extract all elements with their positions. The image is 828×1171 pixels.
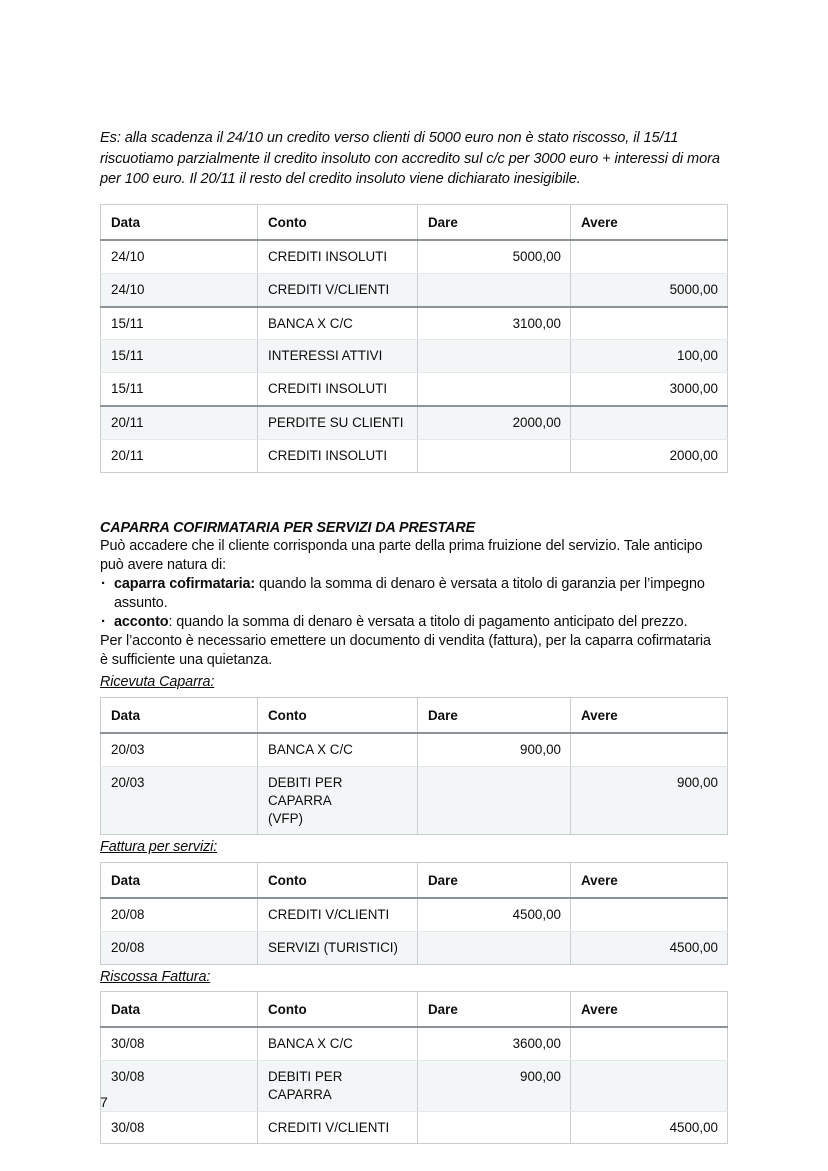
cell-data: 30/08: [101, 1060, 258, 1111]
cell-conto: CREDITI INSOLUTI: [258, 439, 418, 472]
column-header-avere: Avere: [571, 698, 728, 733]
cell-dare: [418, 439, 571, 472]
cell-data: 30/08: [101, 1111, 258, 1144]
caption-fattura-per-servizi: Fattura per servizi:: [100, 839, 218, 856]
table-row: [101, 373, 728, 406]
table-row: [101, 1111, 728, 1144]
cell-conto: DEBITI PER CAPARRA: [258, 1060, 418, 1111]
journal-table-riscossa-fattura: [100, 991, 728, 1144]
cell-avere: [571, 733, 728, 766]
cell-dare: [418, 273, 571, 306]
cell-conto: DEBITI PER CAPARRA (VFP): [258, 766, 418, 834]
table-row: [101, 898, 728, 931]
cell-dare: [418, 931, 571, 964]
cell-data: 20/11: [101, 439, 258, 472]
column-header-data: Data: [101, 698, 258, 733]
cell-avere: 100,00: [571, 340, 728, 373]
cell-conto: BANCA X C/C: [258, 733, 418, 766]
cell-data: 24/10: [101, 240, 258, 273]
cell-data: 20/03: [101, 733, 258, 766]
table-row: [101, 340, 728, 373]
column-header-avere: Avere: [571, 863, 728, 898]
cell-avere: 2000,00: [571, 439, 728, 472]
cell-avere: 3000,00: [571, 373, 728, 406]
cell-conto: CREDITI INSOLUTI: [258, 373, 418, 406]
column-header-conto: Conto: [258, 863, 418, 898]
cell-avere: [571, 1060, 728, 1111]
cell-dare: 5000,00: [418, 240, 571, 273]
column-header-dare: Dare: [418, 863, 571, 898]
table-row: [101, 931, 728, 964]
list-item-acconto: [100, 613, 722, 632]
column-header-dare: Dare: [418, 205, 571, 240]
cell-dare: 3100,00: [418, 307, 571, 340]
term-caparra-cofirmataria: caparra cofirmataria:: [114, 576, 256, 593]
cell-data: 20/03: [101, 766, 258, 834]
table-row: [101, 307, 728, 340]
cell-avere: [571, 1027, 728, 1060]
intro-paragraph: Es: alla scadenza il 24/10 un credito verso clienti di 5000 euro non è stato riscosso, il 15/11 riscuotiamo parzialmente il credito insoluto con accredito sul c/c per 3000 euro + interessi di mora per 100 euro. Il 20/11 il resto del credito insoluto viene dichiarato inesigibile.: [100, 130, 720, 188]
cell-dare: [418, 373, 571, 406]
definition-list: [100, 575, 728, 632]
section-title: CAPARRA COFIRMATARIA PER SERVIZI DA PRESTARE: [100, 519, 476, 536]
cell-conto: BANCA X C/C: [258, 1027, 418, 1060]
cell-avere: 4500,00: [571, 1111, 728, 1144]
cell-data: 15/11: [101, 373, 258, 406]
table-row: [101, 1027, 728, 1060]
column-header-conto: Conto: [258, 205, 418, 240]
cell-conto: CREDITI V/CLIENTI: [258, 1111, 418, 1144]
cell-dare: [418, 1111, 571, 1144]
cell-avere: [571, 240, 728, 273]
column-header-dare: Dare: [418, 698, 571, 733]
cell-dare: 2000,00: [418, 406, 571, 439]
journal-table-fattura-per-servizi: [100, 862, 728, 964]
cell-dare: 3600,00: [418, 1027, 571, 1060]
column-header-avere: Avere: [571, 992, 728, 1027]
cell-avere: [571, 307, 728, 340]
list-item-caparra-cofirmataria: [100, 575, 722, 613]
table-row: [101, 766, 728, 834]
table-header-row: [101, 205, 728, 240]
cell-conto: BANCA X C/C: [258, 307, 418, 340]
cell-data: 24/10: [101, 273, 258, 306]
table-body-4: [101, 1027, 728, 1144]
definition-acconto: : quando la somma di denaro è versata a titolo di pagamento anticipato del prezzo.: [168, 614, 688, 631]
cell-conto: CREDITI V/CLIENTI: [258, 898, 418, 931]
table-row: [101, 406, 728, 439]
journal-table-ricevuta-caparra: [100, 697, 728, 835]
journal-table-crediti-insoluti: [100, 204, 728, 473]
cell-avere: 4500,00: [571, 931, 728, 964]
cell-conto: CREDITI V/CLIENTI: [258, 273, 418, 306]
cell-dare: 900,00: [418, 733, 571, 766]
table-body-1: [101, 240, 728, 472]
cell-dare: [418, 340, 571, 373]
cell-conto: CREDITI INSOLUTI: [258, 240, 418, 273]
page-number: 7: [100, 1094, 108, 1110]
table-row: [101, 240, 728, 273]
table-header-row: [101, 863, 728, 898]
section-paragraph-1: Può accadere che il cliente corrisponda una parte della prima fruizione del servizio. Tale anticipo può avere natura di:: [100, 538, 703, 574]
column-header-dare: Dare: [418, 992, 571, 1027]
column-header-data: Data: [101, 992, 258, 1027]
cell-avere: [571, 898, 728, 931]
caption-ricevuta-caparra: Ricevuta Caparra:: [100, 674, 215, 691]
cell-avere: 900,00: [571, 766, 728, 834]
table-header-row: [101, 698, 728, 733]
cell-avere: 5000,00: [571, 273, 728, 306]
cell-data: 20/11: [101, 406, 258, 439]
cell-data: 30/08: [101, 1027, 258, 1060]
column-header-conto: Conto: [258, 698, 418, 733]
table-body-3: [101, 898, 728, 964]
cell-conto: SERVIZI (TURISTICI): [258, 931, 418, 964]
column-header-conto: Conto: [258, 992, 418, 1027]
caption-riscossa-fattura: Riscossa Fattura:: [100, 968, 211, 985]
section-paragraph-2: Per l’acconto è necessario emettere un documento di vendita (fattura), per la caparra cofirmataria è sufficiente una quietanza.: [100, 633, 711, 669]
table-row: [101, 1060, 728, 1111]
cell-conto: PERDITE SU CLIENTI: [258, 406, 418, 439]
column-header-avere: Avere: [571, 205, 728, 240]
definition-caparra-cofirmataria: quando la somma di denaro è versata a titolo di garanzia per l’impegno assunto.: [114, 576, 705, 612]
cell-dare: 900,00: [418, 1060, 571, 1111]
cell-data: 20/08: [101, 898, 258, 931]
term-acconto: acconto: [114, 614, 169, 631]
cell-dare: 4500,00: [418, 898, 571, 931]
cell-avere: [571, 406, 728, 439]
table-body-2: [101, 733, 728, 835]
table-row: [101, 273, 728, 306]
column-header-data: Data: [101, 205, 258, 240]
table-row: [101, 733, 728, 766]
cell-data: 15/11: [101, 340, 258, 373]
table-header-row: [101, 992, 728, 1027]
cell-conto: INTERESSI ATTIVI: [258, 340, 418, 373]
table-row: [101, 439, 728, 472]
column-header-data: Data: [101, 863, 258, 898]
cell-dare: [418, 766, 571, 834]
cell-data: 20/08: [101, 931, 258, 964]
cell-data: 15/11: [101, 307, 258, 340]
